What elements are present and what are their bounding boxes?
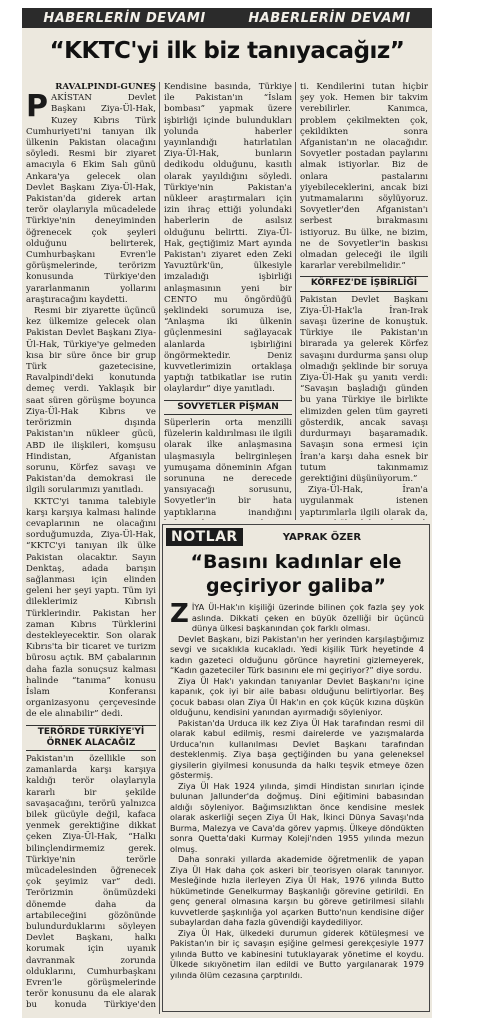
subheading: TERÖRDE TÜRKİYE'Yİ ÖRNEK ALACAĞIZ xyxy=(26,725,156,751)
paragraph: Daha sonraki yıllarda akademide öğretmenlik de yapan Ziya Ül Hak daha çok askeri bir teorisyen olarak tanınıyor. Mesleğinde hızla ilerleyen Ziya Ül Hak, 1976 yılında Butto hükümetinde Genelkurmay Başkanlığı görevine getirildi. En genç general olmasına karşın bu göreve getirilmesi silahlı kuvvetlerde şaşkınlığa yol açarken Butto'nun kendisine diğer subaylardan daha fazla güvendiği kaydediliyor. xyxy=(170,854,424,927)
paragraph: AKİSTAN Devlet Başkanı Ziya-Ül-Hak, Kuzey Kıbrıs Türk Cumhuriyeti'ni tanıyan ilk ülkenin Pakistan olacağını söyledi. Resmi bir ziyaret amacıyla 6 Ekim Salı günü Ankara'ya gelecek olan Devlet Başkanı Ziya-Ül-Hak, Pakistan'da giderek artan terör olaylarıyla mücadelede Türkiye'nin deneyiminden öğrenecek çok şeyleri olduğunu belirterek, Cumhurbaşkanı Evren'le görüşmelerinde, terörizm konusunda Türkiye'den yararlanmanın yollarını araştıracağını kaydetti. xyxy=(26,93,156,305)
section-header-left: HABERLERİN DEVAMI xyxy=(43,10,206,26)
notlar-header xyxy=(166,528,361,546)
article-headline: “KKTC'yi ilk biz tanıyacağız” xyxy=(49,38,405,64)
article-column-3 xyxy=(300,82,428,520)
subheading: SOVYETLER PİŞMAN xyxy=(164,400,292,415)
article-column-2 xyxy=(164,82,292,520)
clipping-content xyxy=(22,8,432,1018)
section-header-right: HABERLERİN DEVAMI xyxy=(248,10,411,26)
paragraph: Pakistan Devlet Başkanı Ziya-Ül-Hak'la İran-Irak savaşı üzerine de konuştuk. Türkiye ile Pakistan'ın birarada ya gelerek Körfez savaşını durdurma şansı olup olmadığı şeklinde bir soruya Ziya-Ül-Hak şu yanıtı verdi: “Savaşın başladığı günden bu yana Türkiye ile birlikte elimizden gelen tüm gayreti gösterdik, ancak savaşı durdurmayı başaramadık. Savaşın sona ermesi için İran'a karşı daha esnek bir tutum takınmamız gerektiğini düşünüyorum.” xyxy=(300,294,428,484)
subheading: KÖRFEZ'DE İŞBİRLİĞİ xyxy=(300,276,428,291)
column-divider xyxy=(159,82,160,1014)
author-name: YAPRAK ÖZER xyxy=(282,531,362,543)
paragraph: Resmi bir ziyarette üçüncü kez ülkemize gelecek olan Pakistan Devlet Başkanı Ziya-Ül-Hak, Türkiye'ye gelmeden kısa bir süre önce bir grup Türk gazetecisine, Ravalpindi'deki konutunda demeç verdi. Yaklaşık bir saat süren görüşme boyunca Ziya-Ül-Hak Kıbrıs ve terörizmin dışında Pakistan'ın nükleer gücü, ABD ile ilişkileri, komşusu Hindistan, Afganistan sorunu, Körfez savaşı ve Pakistan'da demokrasi ile ilgili sorularımızı yanıtladı. xyxy=(26,306,156,496)
dateline: RAVALPİNDİ-GÜNEŞ xyxy=(55,82,156,92)
drop-cap: Z xyxy=(170,602,189,629)
column-divider xyxy=(295,82,296,520)
notlar-tag: NOTLAR xyxy=(166,528,243,546)
paragraph: Pakistan'ın özellikle son zamanlarda karşı karşıya kaldığı terör olaylarıyla kararlı bir şekilde savaşacağını, terörü yalnızca bilek gücüyle değil, kafaca yenmek gerektiğine dikkat çeken Ziya-Ül-Hak, “Halkı bilinçlendirmemiz gerek. Türkiye'nin terörle mücadelesinden öğrenecek çok şeyimiz var” dedi. Terörizmin önümüzdeki dönemde daha da artabileceğini gözönünde bulundurduklarını söyleyen Devlet Başkanı, halkı korumak için uyanık davranmak zorunda olduklarını, Cumhurbaşkanı Evren'le görüşmelerinde terör konusunu da ele alarak bu konuda Türkiye'den xyxy=(26,753,156,1011)
notlar-body xyxy=(170,602,424,1006)
paragraph: ti. Kendilerini tutan hiçbir şey yok. Hemen bir takvim verebilirler. Kanımca, problem çekilmekten çok, çekildikten sonra Afganistan'ın ne olacağıdır. Sovyetler postadan paylarını almak istiyorlar. Biz de onlara pastalarını yiyebileceklerini, ancak bizi yutmamalarını söylüyoruz. Sovyetler'den Afganistan'ı serbest bırakmasını istiyoruz. Bu ülke, ne bizim, ne de Sovyetler'in baskısı olmadan geleceği ile ilgili kararlar verebilmelidir.” xyxy=(300,82,428,272)
paragraph: Kendisine basında, Türkiye ile Pakistan'ın “İslam bombası” yapmak üzere işbirliği içinde bulundukları yolunda haberler yayınlandığı hatırlatılan Ziya-Ül-Hak, bunların dedikodu olduğunu, kasıtlı olarak yayıldığını söyledi. Türkiye'nin Pakistan'a nükleer araştırmaları için izin ihraç ettiği yolundaki haberlerin de asılsız olduğunu belirtti. Ziya-Ül-Hak, geçtiğimiz Mart ayında Pakistan'ı ziyaret eden Zeki Yavuztürk'ün, ülkesiyle imzaladığı işbirliği anlaşmasının yeni bir CENTO mu öngördüğü şeklindeki sorumuza ise, “Anlaşma iki ülkenin güçlenmesini sağlayacak alanlarda işbirliğini öngörmektedir. Deniz kuvvetlerimizin ortaklaşa yaptığı tatbikatlar ise rutin olaylardır” diye yanıtladı. xyxy=(164,82,292,395)
paragraph: Ziya-Ül-Hak, İran'a uygulanmak istenen yaptırımlarla ilgili olarak da, xyxy=(300,485,428,518)
paragraph: Süperlerin orta menzilli füzelerin kaldırılması ile ilgili olarak ilke anlaşmasına ulaşmasıyla belirginleşen yumuşama döneminin Afgan sorununa ne derecede yansıyacağı sorusunu, Sovyetler'in bir hata yaptıklarına inandığını xyxy=(164,417,292,518)
notlar-title: “Basını kadınlar ele geçiriyor galiba” xyxy=(190,551,402,597)
paragraph: Devlet Başkanı, bizi Pakistan'ın her yerinden karşılaştığımız sevgi ve sıcaklıkla kucakladı. Yedi kişilik Türk heyetinde 4 kadın gazeteci olduğunu görünce hayretini gizlemeyerek, “Kadın gazeteciler Türk basınını ele mi geçiriyor?” diye sordu. xyxy=(170,633,424,675)
paragraph: KKTC'yi tanıma talebiyle karşı karşıya kalması halinde cevaplarının ne olacağını sorduğumuzda, Ziya-Ül-Hak, “KKTC'yi tanıyan ilk ülke Pakistan olacaktır. Sayın Denktaş, adada barışın sağlanması için elinden geleni her şeyi yaptı. Tüm iyi dileklerimiz Kıbrıslı Türklerindir. Pakistan her zaman Kıbrıs Türklerini destekleyecektir. Son olarak Kıbrıs'ta bir ticaret ve turizm bürosu açtık. BM çabalarının daha fazla sonuçsuz kalması halinde “tanıma” konusu İslam Konferansı organizasyonu çerçevesinde de ele alınabilir” dedi. xyxy=(26,496,156,720)
paragraph: Ziya Ül Hak 1924 yılında, şimdi Hindistan sınırları içinde bulunan Jallunder'da doğmuş. Dini eğitimini babasından aldığı söyleniyor. Bağımsızlıktan önce kendisine meslek olarak askerliği seçen Ziya Ül Hak, İkinci Dünya Savaşı'nda Burma, Malezya ve Cava'da görev yapmış. Ülkeye döndükten sonra Quetta'daki Kurmay Koleji'nden 1955 yılında mezun olmuş. xyxy=(170,780,424,854)
paragraph: Ziya Ül Hak, ülkedeki durumun giderek kötüleşmesi ve Pakistan'ın bir iç savaşın eşiğine gelmesi gerekçesiyle 1977 yılında Butto ve kabinesini tutuklayarak yönetime el koydu. Ülkede sıkıyönetim ilan edildi ve Butto yargılanarak 1979 yılında ölüm cezasına çarptırıldı. xyxy=(170,927,424,980)
article-column-1 xyxy=(26,82,156,1012)
drop-cap: P xyxy=(26,89,48,125)
paragraph: Ziya Ül Hak'ı yakından tanıyanlar Devlet Başkanı'nı içine kapanık, çok iyi bir aile babası olduğunu belirtiyorlar. Beş çocuk babası olan Ziya Ül Hak'ın en çok küçük kızına düşkün olduğunu, kendisini yanından ayırmadığı söyleniyor. xyxy=(170,675,424,717)
paragraph: Pakistan'da Urduca ilk kez Ziya Ül Hak tarafından resmi dil olarak kabul edilmiş, resmi dairelerde ve yazışmalarda Urduca'nın kullanılması Devlet Başkanı tarafından desteklenmiş. Ziya başa geçtiğinden bu yana geleneksel giysilerin giyilmesi konusunda da halkı teşvik etmeye özen göstermiş. xyxy=(170,717,424,780)
section-header xyxy=(22,8,432,28)
paragraph: İYA Ül-Hak'ın kişiliği üzerinde bilinen çok fazla şey yok aslında. Dikkati çeken en büyük özelliği bir üçüncü dünya ülkesi başkanından çok farklı olması. xyxy=(191,602,424,633)
